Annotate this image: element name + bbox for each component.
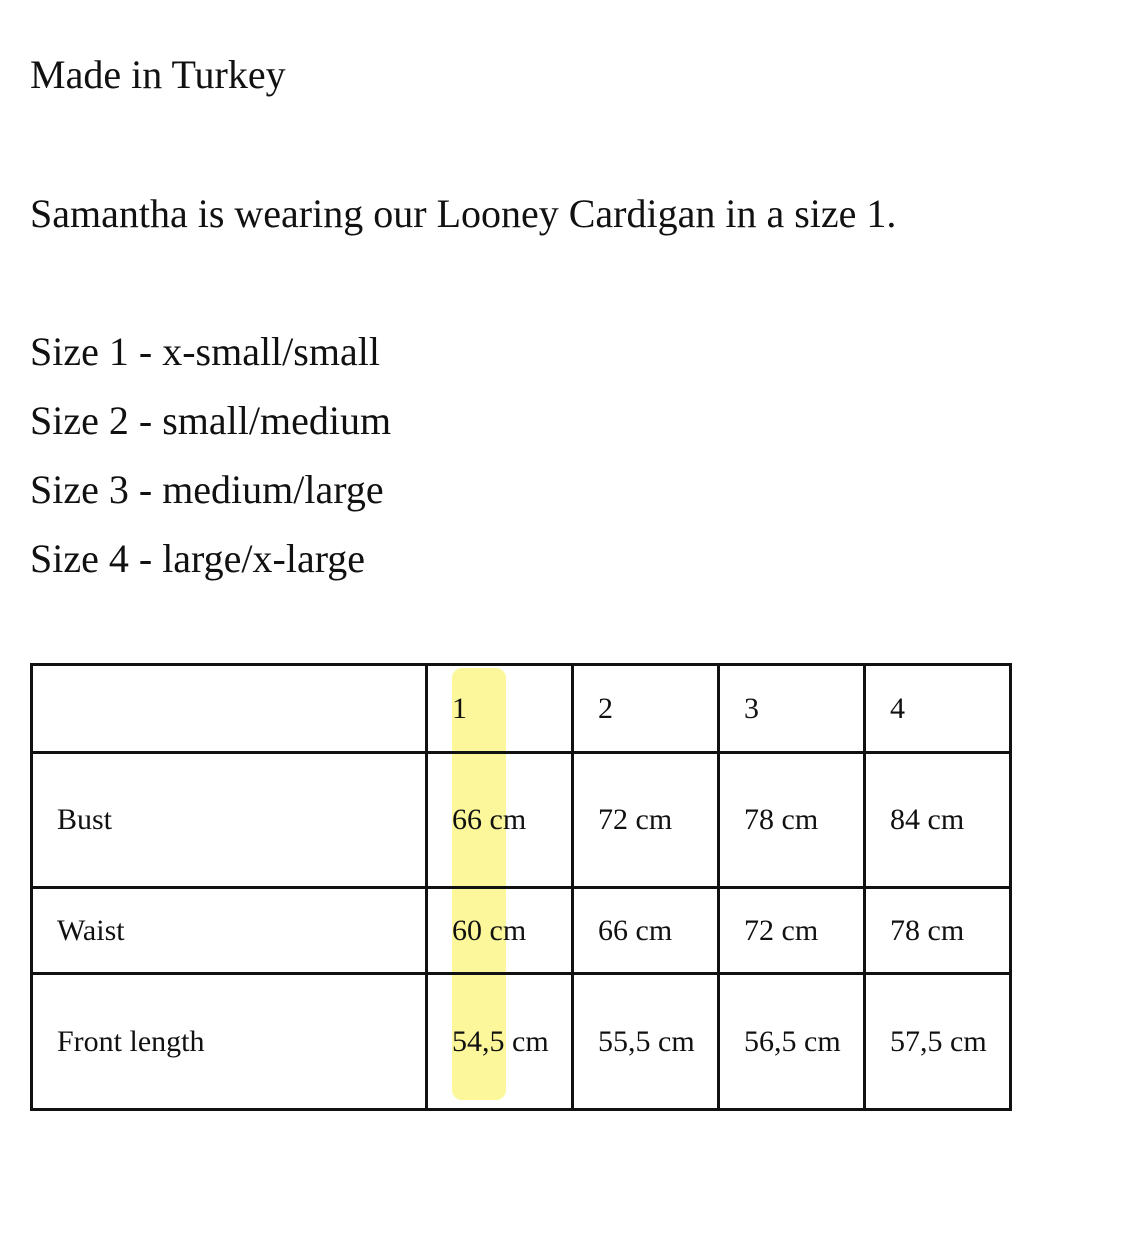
table-header-row bbox=[32, 665, 1011, 753]
size-line-4: Size 4 - large/x-large bbox=[30, 536, 366, 581]
table-cell: 78 cm bbox=[719, 753, 865, 888]
table-cell: 66 cm bbox=[573, 888, 719, 974]
table-header-cell: 4 bbox=[865, 665, 1011, 753]
table-header-cell bbox=[32, 665, 427, 753]
row-label: Bust bbox=[32, 753, 427, 888]
table-cell: 78 cm bbox=[865, 888, 1011, 974]
table-header-cell: 3 bbox=[719, 665, 865, 753]
table-cell: 56,5 cm bbox=[719, 974, 865, 1110]
model-note: Samantha is wearing our Looney Cardigan in a size 1. bbox=[30, 191, 897, 236]
table-header-cell: 1 bbox=[427, 665, 573, 753]
table-row bbox=[32, 888, 1011, 974]
size-line-1: Size 1 - x-small/small bbox=[30, 329, 380, 374]
table-cell: 72 cm bbox=[719, 888, 865, 974]
table-cell: 54,5 cm bbox=[427, 974, 573, 1110]
table-row bbox=[32, 974, 1011, 1110]
table-cell: 84 cm bbox=[865, 753, 1011, 888]
size-chart-table bbox=[30, 663, 1012, 1111]
size-line-2: Size 2 - small/medium bbox=[30, 398, 392, 443]
table-cell: 57,5 cm bbox=[865, 974, 1011, 1110]
size-line-3: Size 3 - medium/large bbox=[30, 467, 384, 512]
row-label: Waist bbox=[32, 888, 427, 974]
origin-text: Made in Turkey bbox=[30, 52, 286, 97]
table-cell: 55,5 cm bbox=[573, 974, 719, 1110]
table-cell: 66 cm bbox=[427, 753, 573, 888]
table-row bbox=[32, 753, 1011, 888]
table-header-cell: 2 bbox=[573, 665, 719, 753]
table-cell: 72 cm bbox=[573, 753, 719, 888]
row-label: Front length bbox=[32, 974, 427, 1110]
table-cell: 60 cm bbox=[427, 888, 573, 974]
